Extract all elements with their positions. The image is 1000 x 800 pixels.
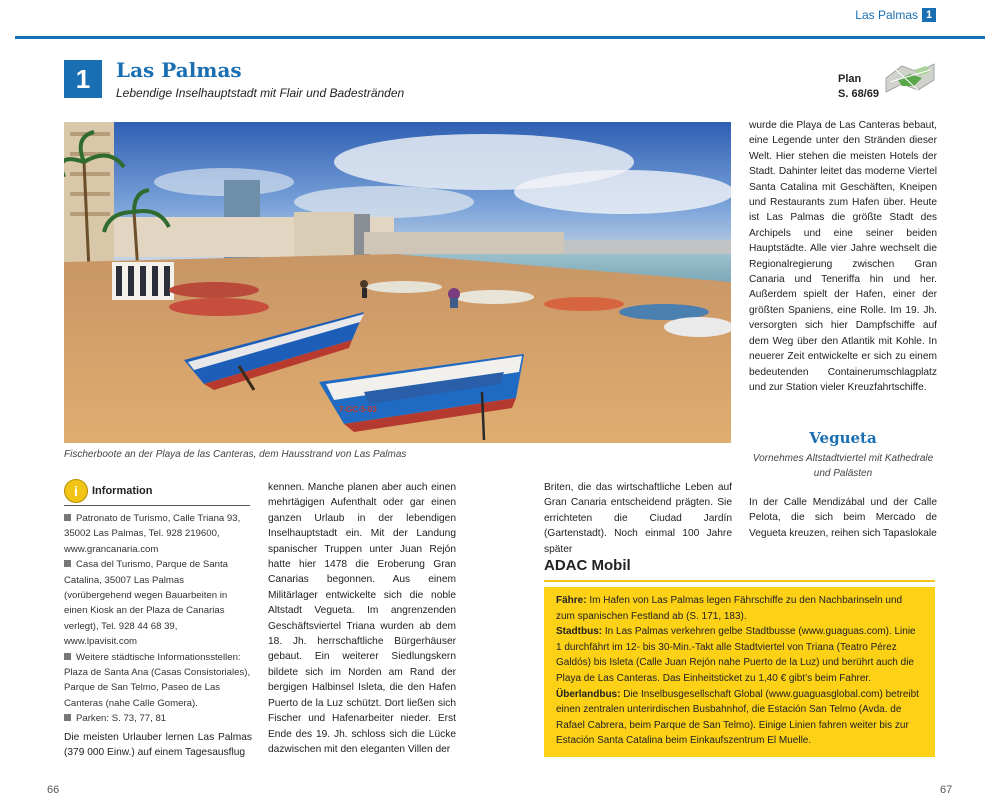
adac-box bbox=[544, 587, 935, 757]
map-icon bbox=[884, 60, 936, 96]
info-item: Parken: S. 73, 77, 81 bbox=[64, 711, 252, 726]
vegueta-text: In der Calle Mendizábal und der Calle Pelota, die sich beim Mercado de Vegueta kreuzen, reihen sich Tapaslokale bbox=[749, 497, 937, 539]
top-rule bbox=[15, 36, 985, 39]
adac-entry-citybus: Stadtbus: In Las Palmas verkehren gelbe Stadtbusse (www.guaguas.com). Linie 1 durchfährt im 12- bis 30-Min.-Takt alle Stadtviertel von Triana (Teatro Pérez Galdós) bis Isleta (Calle Juan Rejón nahe Puerto de la Luz) und berührt auch die Playa de Las Canteras. Das Einheitsticket zu 1,40 € gibt’s beim Fahrer. bbox=[556, 626, 916, 684]
info-icon: i bbox=[64, 479, 88, 503]
info-item: Patronato de Turismo, Calle Triana 93, 35002 Las Palmas, Tel. 928 219600, www.grancanaria.com bbox=[64, 513, 241, 555]
page-number-right: 67 bbox=[940, 784, 953, 796]
running-head-number: 1 bbox=[922, 8, 936, 22]
running-head bbox=[855, 8, 936, 22]
chapter-subtitle: Lebendige Inselhauptstadt mit Flair und Badestränden bbox=[116, 86, 405, 100]
adac-entry-intercity-bus: Überlandbus: Die Inselbusgesellschaft Global (www.guaguasglobal.com) betreibt einen zentralen unterirdischen Busbahnhof, die Estación San Telmo (Avda. de Rafael Cabrera, beim Parque de San Telmo). Einige Linien fahren weiter bis zur Estación Santa Catalina beim Einkaufszentrum El Muelle. bbox=[556, 688, 919, 747]
plan-label: Plan bbox=[838, 73, 862, 85]
photo-caption: Fischerboote an der Playa de las Canteras, dem Hausstrand von Las Palmas bbox=[64, 449, 407, 460]
chapter-title: Las Palmas bbox=[116, 58, 242, 82]
column-4-text: wurde die Playa de Las Canteras bebaut, eine Legende unter den Stränden dieser Welt. Hier stehen die meisten Hotels der Stadt. Dahinter leitet das moderne Viertel Santa Catalina mit Geschäften, Kneipen und Restaurants zum Hafen über. Heute ist Las Palmas die größte Stadt des Archipels und eine seiner beiden Hauptstädte. Alle vier Jahre wechselt die Regionalregierung zwischen Gran Canaria und Teneriffa hin und her. Außerdem spielt der Hafen, einer der größten Spaniens, eine Rolle. Im 19. Jh. versorgten sich hier Dampfschiffe auf dem Weg über den Atlantik mit Kohle. In neuerer Zeit entwickelte er sich zu einem bedeutenden Containerumschlagplatz und zur Station vieler Kreuzfahrtschiffe. bbox=[749, 120, 937, 393]
info-item: Weitere städtische Informationsstellen: Plaza de Santa Ana (Casas Consistoriales), Parque de San Telmo, Paseo de Las Canteras (nahe Calle Gomera). bbox=[64, 651, 251, 709]
column-3-text: Briten, die das wirtschaftliche Leben auf Gran Canaria entscheidend prägten. Sie errichteten die Ciudad Jardín (Gartenstadt). Noch einmal 100 Jahre später bbox=[544, 482, 732, 555]
section-subtitle-vegueta: Vornehmes Altstadtviertel mit Kathedrale und Palästen bbox=[752, 453, 934, 479]
column-1-text: Die meisten Urlauber lernen Las Palmas (379 000 Einw.) auf einem Tagesausflug bbox=[64, 732, 252, 759]
page-number-left: 66 bbox=[47, 784, 60, 796]
chapter-number: 1 bbox=[64, 60, 102, 98]
info-list bbox=[64, 511, 252, 727]
plan-reference[interactable] bbox=[838, 72, 879, 102]
adac-title: ADAC Mobil bbox=[544, 557, 631, 574]
column-2-text: kennen. Manche planen aber auch einen mehrtägigen Aufenthalt oder gar einen ganzen Urlaub in der lebendigen Inselhauptstadt ein. Mit der Landung spanischer Truppen unter Juan Rejón hatte hier 1478 die Eroberung Gran Canarias begonnen. Aus einem Militärlager entwickelte sich die noble Altstadt Vegueta. Im angrenzenden Geschäftsviertel Triana wurden ab dem 18. Jh. herrschaftliche Bürgerhäuser gebaut. Ein weiterer Siedlungskern bildete sich im Norden am Rand der bergigen Halbinsel Isleta, die den Hafen Puerto de la Luz schützt. Dort ließen sich Fischer und Hafenarbeiter nieder. Erst Ende des 19. Jh. schloss sich die Lücke dazwischen mit den eleganten Villen der bbox=[268, 482, 456, 755]
bullet-square-icon bbox=[64, 653, 71, 660]
section-title-vegueta: Vegueta bbox=[809, 429, 877, 447]
bullet-square-icon bbox=[64, 714, 71, 721]
bullet-square-icon bbox=[64, 514, 71, 521]
running-head-title: Las Palmas bbox=[855, 8, 918, 22]
adac-entry-ferry: Fähre: Im Hafen von Las Palmas legen Fährschiffe zu den Nachbarinseln und zum spanischen Festland ab (S. 171, 183). bbox=[556, 595, 903, 622]
boat-registration-text: 7-GC-5-03 bbox=[339, 405, 377, 414]
info-title: Information bbox=[92, 485, 153, 497]
plan-pages: S. 68/69 bbox=[838, 88, 879, 100]
beach-photo bbox=[64, 122, 731, 443]
bullet-square-icon bbox=[64, 560, 71, 567]
info-item: Casa del Turismo, Parque de Santa Catalina, 35007 Las Palmas (vorübergehend wegen Bauarbeiten in einen Kiosk an der Plaza de Canarias verlegt), Tel. 928 44 68 39, www.lpavisit.com bbox=[64, 559, 228, 648]
adac-rule bbox=[544, 580, 935, 582]
